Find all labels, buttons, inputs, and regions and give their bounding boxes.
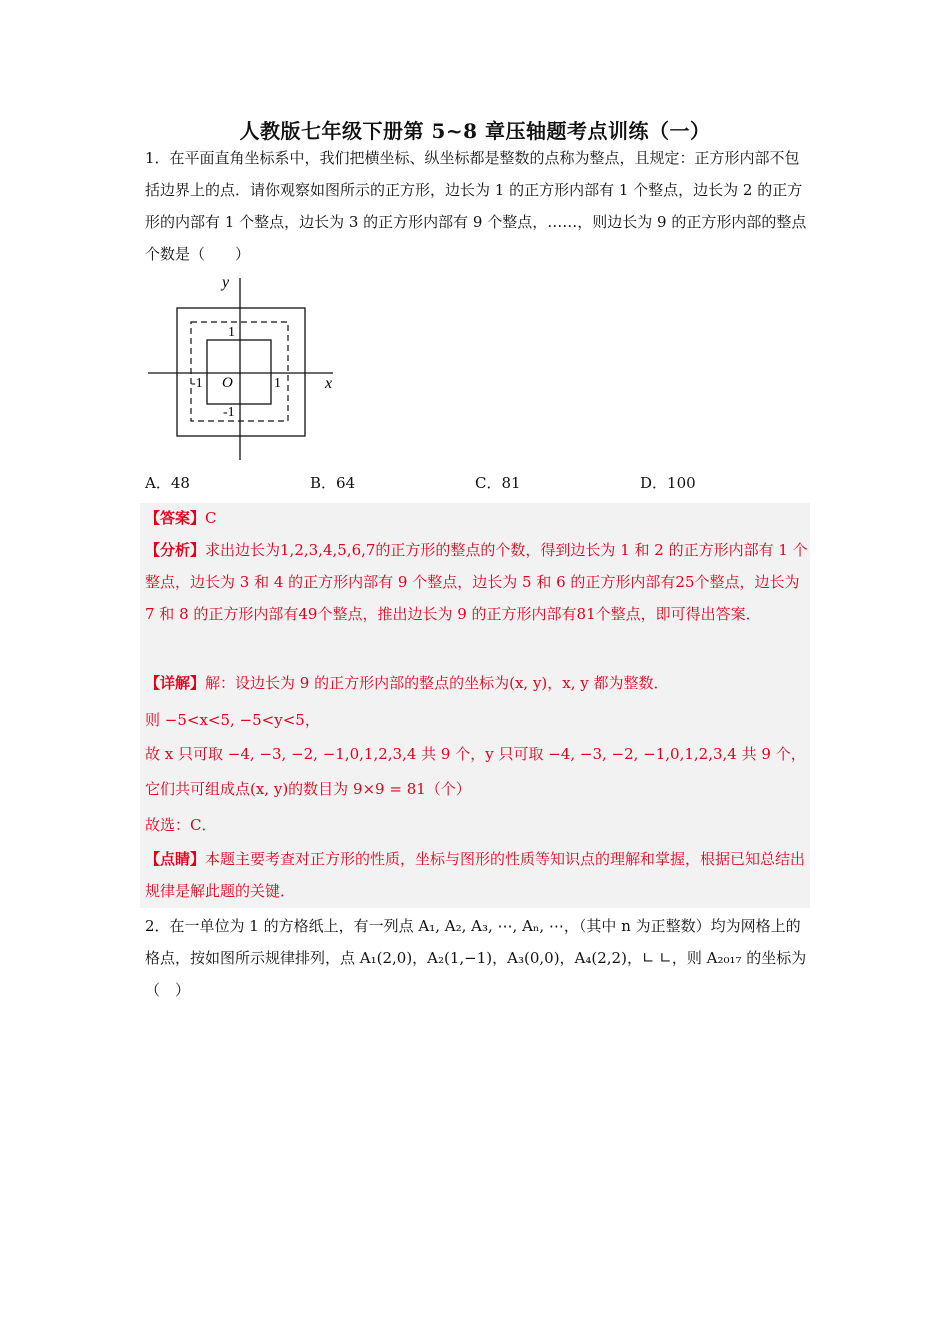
comment-text: 本题主要考查对正方形的性质，坐标与图形的性质等知识点的理解和掌握，根据已知总结出规律是解此题的关键． — [145, 850, 806, 900]
tick-label-y-pos: 1 — [228, 325, 235, 340]
option-a[interactable]: A．48 — [145, 474, 190, 492]
tick-label-x-pos: 1 — [274, 376, 281, 391]
tick-label-y-neg: -1 — [223, 405, 235, 420]
comment-tag: 【点睛】 — [145, 850, 206, 868]
square-side-3 — [177, 308, 305, 436]
answer-value: C — [205, 509, 217, 527]
option-b[interactable]: B．64 — [310, 474, 356, 492]
option-c[interactable]: C．81 — [475, 474, 521, 492]
tick-label-x-neg: -1 — [191, 376, 203, 391]
x-axis-label: x — [325, 375, 333, 392]
detail-line-5: 故选：C． — [145, 816, 217, 834]
detail-line-1 — [145, 667, 810, 699]
detail-line-2: 则 −5<x<5, −5<y<5， — [145, 711, 320, 729]
analysis-text: 求出边长为1,2,3,4,5,6,7的正方形的整点的个数，得到边长为 1 和 2 的正方形内部有 1 个整点，边长为 3 和 4 的正方形内部有 9 个整点，边长为 5 和 6 的正方形内部有25个整点，边长为 7 和 8 的正方形内部有49个整点，推出边长为 9 的正方形内部有81个整点，即可得出答案． — [145, 541, 808, 623]
detail-line-3: 故 x 只可取 −4, −3, −2, −1,0,1,2,3,4 共 9 个，y 只可取 −4, −3, −2, −1,0,1,2,3,4 共 9 个， — [145, 745, 806, 763]
square-side-1 — [207, 340, 271, 404]
answer-line — [145, 502, 810, 534]
detail-line-4: 它们共可组成点(x, y)的数目为 9×9 = 81（个） — [145, 780, 471, 798]
question-1-text: 1．在平面直角坐标系中，我们把横坐标、纵坐标都是整数的点称为整点，且规定：正方形内部不包括边界上的点．请你观察如图所示的正方形，边长为 1 的正方形内部有 1 个整点，边长为 2 的正方形的内部有 1 个整点，边长为 3 的正方形内部有 9 个整点，……，则边长为 9 的正方形内部的整点个数是（ ） — [145, 149, 807, 263]
comment-block — [145, 843, 810, 907]
analysis-block — [145, 534, 810, 630]
question-2-text: 2．在一单位为 1 的方格纸上，有一列点 A₁, A₂, A₃, ⋯, Aₙ, ⋯，（其中 n 为正整数）均为网格上的格点，按如图所示规律排列，点 A₁(2,0)，A₂(1,−1)，A₃(0,0)，A₄(2,2)，∟ ∟，则 A₂₀₁₇ 的坐标为（ ） — [145, 917, 807, 999]
y-axis-label: y — [222, 274, 230, 291]
analysis-tag: 【分析】 — [145, 541, 206, 559]
detail-tag: 【详解】 — [145, 674, 206, 692]
answer-tag: 【答案】 — [145, 509, 206, 527]
detail-text: 解：设边长为 9 的正方形内部的整点的坐标为(x, y)，x, y 都为整数． — [205, 674, 669, 692]
question-1-figure — [145, 270, 345, 465]
option-d[interactable]: D．100 — [640, 474, 696, 492]
page-title: 人教版七年级下册第 5~8 章压轴题考点训练（一） — [239, 119, 711, 143]
origin-label: O — [222, 375, 233, 391]
